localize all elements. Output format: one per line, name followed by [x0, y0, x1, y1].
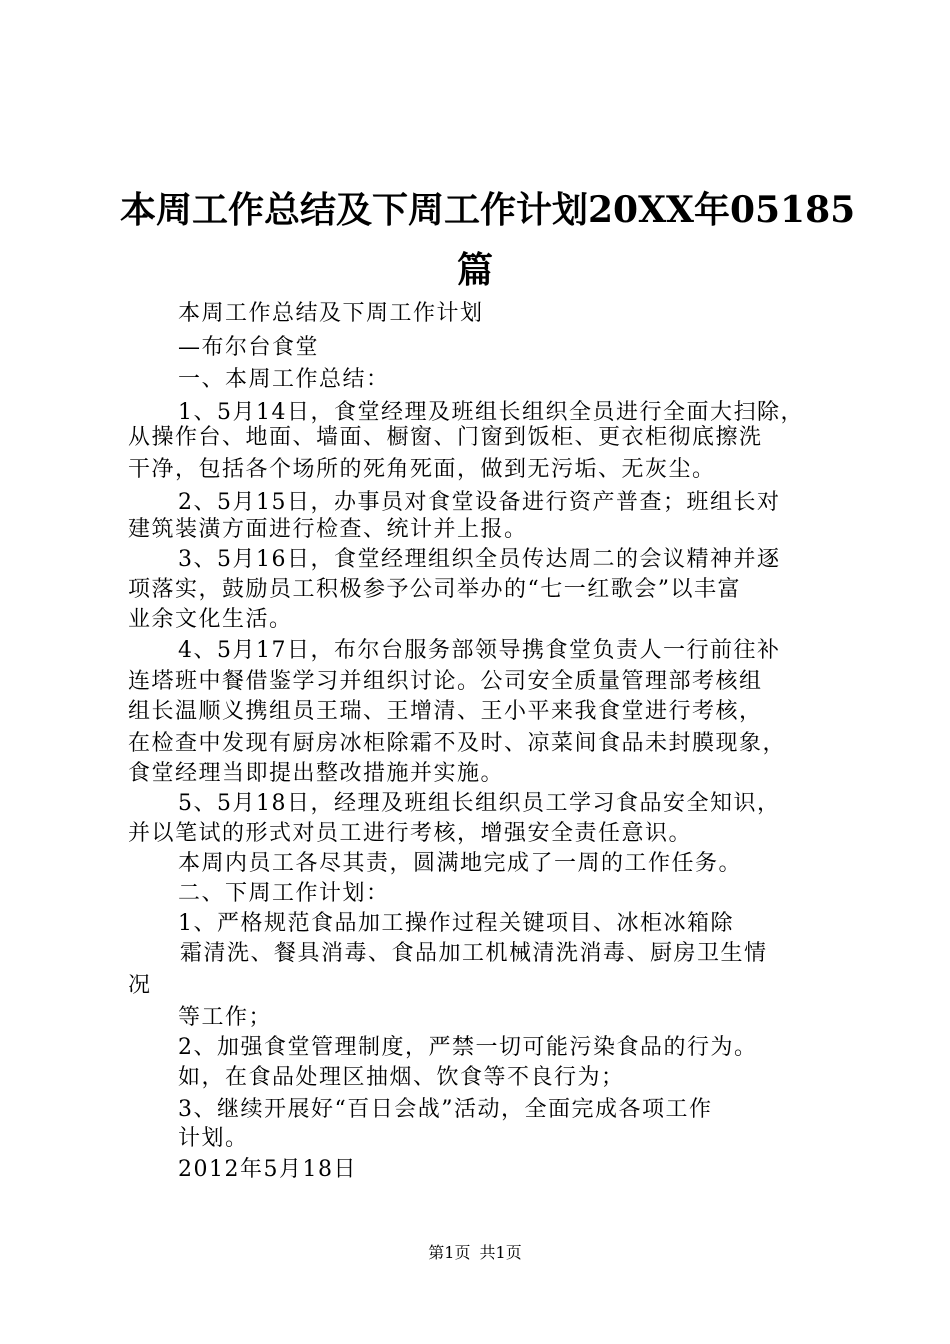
- body-line: 一、本周工作总结：: [178, 367, 390, 392]
- body-line: 并以笔试的形式对员工进行考核，增强安全责任意识。: [128, 821, 693, 846]
- body-line: 本周内员工各尽其责，圆满地完成了一周的工作任务。: [178, 851, 743, 876]
- body-line: 2、5月15日，办事员对食堂设备进行资产普查；班组长对: [178, 490, 781, 515]
- body-line: 1、严格规范食品加工操作过程关键项目、冰柜冰箱除: [178, 911, 734, 936]
- body-line: 干净，包括各个场所的死角死面，做到无污垢、无灰尘。: [128, 457, 716, 482]
- body-line: —布尔台食堂: [178, 335, 320, 360]
- body-line: 在检查中发现有厨房冰柜除霜不及时、凉菜间食品未封膜现象，: [128, 731, 787, 756]
- body-line: 二、下周工作计划：: [178, 881, 390, 906]
- body-line: 霜清洗、餐具消毒、食品加工机械清洗消毒、厨房卫生情: [180, 941, 768, 966]
- document-title-line-2: 篇: [456, 249, 493, 291]
- body-line: 2、加强食堂管理制度，严禁一切可能污染食品的行为。: [178, 1035, 758, 1060]
- page-total: 共1页: [479, 1243, 522, 1262]
- body-line: 项落实，鼓励员工积极参予公司举办的“七一红歌会”以丰富: [128, 577, 741, 602]
- body-line: 从操作台、地面、墙面、橱窗、门窗到饭柜、更衣柜彻底擦洗: [128, 425, 763, 450]
- body-line: 1、5月14日，食堂经理及班组长组织全员进行全面大扫除，: [178, 400, 804, 425]
- body-line: 4、5月17日，布尔台服务部领导携食堂负责人一行前往补: [178, 638, 781, 663]
- body-line: 建筑装潢方面进行检查、统计并上报。: [128, 517, 528, 542]
- body-line: 业余文化生活。: [128, 607, 293, 632]
- body-line: 5、5月18日，经理及班组长组织员工学习食品安全知识，: [178, 791, 781, 816]
- page-footer: [0, 1241, 950, 1265]
- body-line: 如，在食品处理区抽烟、饮食等不良行为；: [178, 1065, 625, 1090]
- body-line: 计划。: [178, 1126, 249, 1151]
- body-line: 2012年5月18日: [178, 1157, 357, 1182]
- body-line: 3、5月16日，食堂经理组织全员传达周二的会议精神并逐: [178, 547, 781, 572]
- body-line: 3、继续开展好“百日会战”活动，全面完成各项工作: [178, 1097, 713, 1122]
- body-line: 本周工作总结及下周工作计划: [178, 301, 484, 326]
- body-line: 等工作；: [178, 1005, 273, 1030]
- body-line: 食堂经理当即提出整改措施并实施。: [128, 761, 505, 786]
- page-number: 第1页: [428, 1243, 471, 1262]
- body-line: 况: [128, 973, 152, 998]
- body-line: 连塔班中餐借鉴学习并组织讨论。公司安全质量管理部考核组: [128, 669, 763, 694]
- document-title-line-1: 本周工作总结及下周工作计划20XX年05185: [120, 189, 856, 231]
- body-line: 组长温顺义携组员王瑞、王增清、王小平来我食堂进行考核，: [128, 699, 763, 724]
